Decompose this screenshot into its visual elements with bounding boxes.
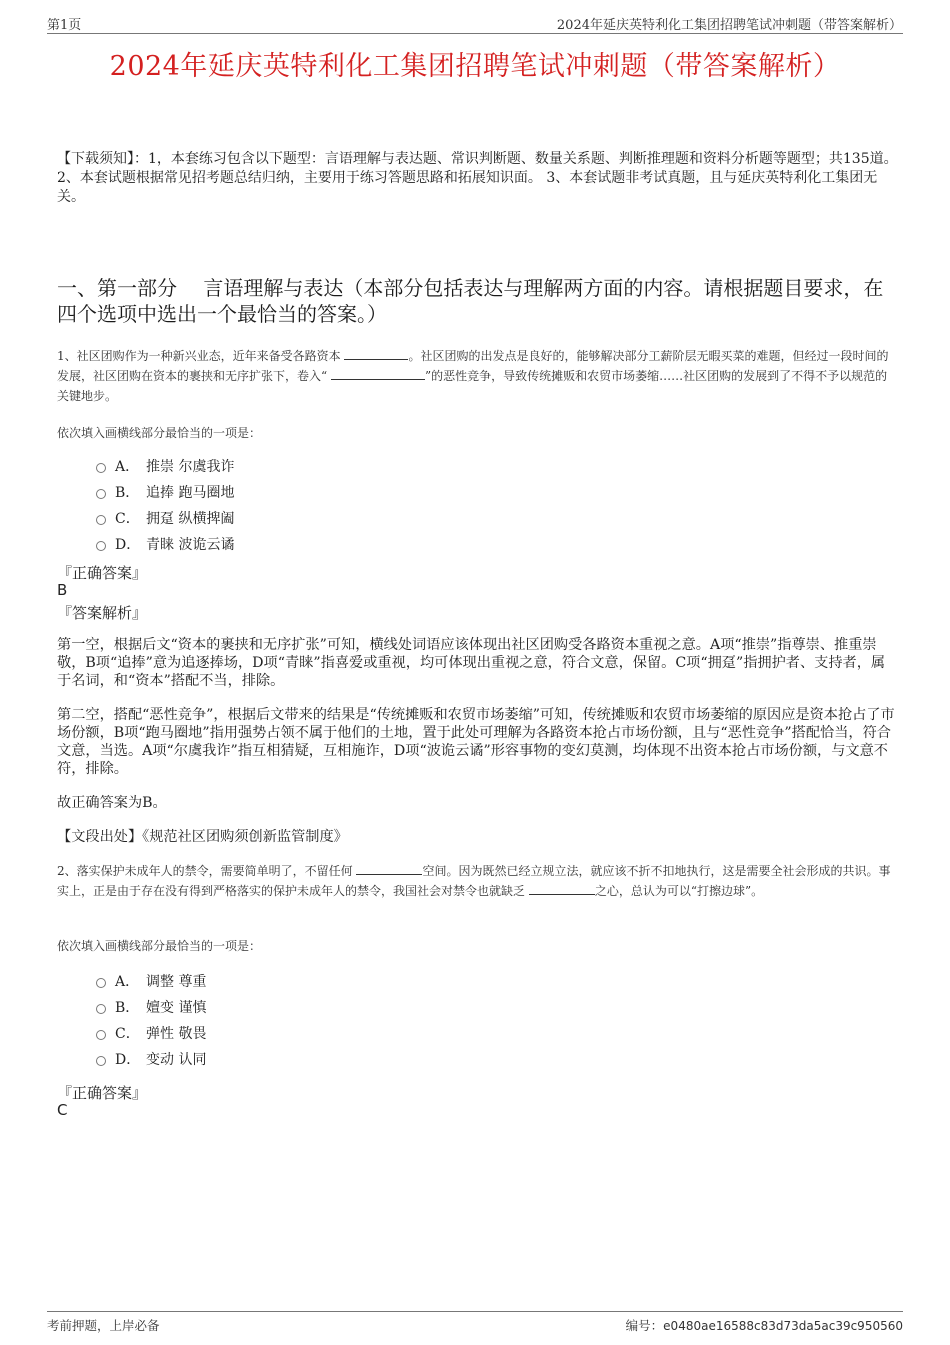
option-letter: A． xyxy=(115,459,140,475)
option-letter: B． xyxy=(115,485,140,501)
fill-blank xyxy=(331,367,425,380)
question-2-text xyxy=(57,861,899,901)
radio-icon[interactable] xyxy=(96,541,106,551)
fill-blank xyxy=(344,347,408,360)
source-citation: 【文段出处】《规范社区团购须创新监管制度》 xyxy=(57,829,348,845)
radio-icon[interactable] xyxy=(96,1004,106,1014)
page-number: 第1页 xyxy=(47,18,82,33)
fill-blank xyxy=(356,862,422,875)
option-d[interactable] xyxy=(96,531,234,557)
option-text: 追捧 跑马圈地 xyxy=(146,485,235,501)
radio-icon[interactable] xyxy=(96,978,106,988)
header-doc-title: 2024年延庆英特利化工集团招聘笔试冲刺题（带答案解析） xyxy=(556,18,902,33)
question-1-instruction: 依次填入画横线部分最恰当的一项是： xyxy=(57,426,262,440)
option-letter: A． xyxy=(115,974,140,990)
download-notice: 【下载须知】：1，本套练习包含以下题型：言语理解与表达题、常识判断题、数量关系题、判断推理题和资料分析题等题型；共135道。 2、本套试题根据常见招考题总结归纳，主要用于练习答题思路和拓展知识面。 3、本套试题非考试真题，且与延庆英特利化工集团无关。 xyxy=(57,151,898,205)
option-b[interactable] xyxy=(96,994,206,1020)
option-letter: C． xyxy=(115,1026,140,1042)
analysis-paragraph-1: 第一空，根据后文“资本的裹挟和无序扩张”可知，横线处词语应该体现出社区团购受各路资本重视之意。A项“推崇”指尊崇、推重崇敬，B项“追捧”意为追逐捧场，D项“青睐”指喜爱或重视，均可体现出重视之意，符合文意，保留。C项“拥趸”指拥护者、支持者，属于名词，和“资本”搭配不当，排除。 xyxy=(57,637,886,689)
question-1-text xyxy=(57,346,899,406)
fill-blank xyxy=(529,882,595,895)
option-a[interactable] xyxy=(96,453,234,479)
header-divider xyxy=(47,33,903,34)
option-text: 弹性 敬畏 xyxy=(146,1026,207,1042)
option-a[interactable] xyxy=(96,968,206,994)
option-text: 青睐 波诡云谲 xyxy=(146,537,235,553)
section-title: 一、第一部分 言语理解与表达（本部分包括表达与理解两方面的内容。请根据题目要求，在四个选项中选出一个最恰当的答案。） xyxy=(57,276,884,326)
analysis-label: 『答案解析』 xyxy=(57,604,148,622)
option-c[interactable] xyxy=(96,505,234,531)
option-text: 变动 认同 xyxy=(146,1052,207,1068)
footer-slogan: 考前押题，上岸必备 xyxy=(47,1318,160,1333)
option-text: 嬗变 谨慎 xyxy=(146,1000,207,1016)
option-text: 拥趸 纵横捭阖 xyxy=(146,511,235,527)
option-d[interactable] xyxy=(96,1046,206,1072)
question-2-options xyxy=(96,968,206,1072)
page-title: 2024年延庆英特利化工集团招聘笔试冲刺题（带答案解析） xyxy=(109,51,841,82)
question-1-part2: 。社区团购的出发点是良好的，能够解决部分工薪阶层无暇买菜的难题，但经过一段时间的发展，社区团购在资本的裹挟和无序扩张下，卷入“ xyxy=(57,349,889,383)
footer-code xyxy=(626,1316,903,1334)
question-2-part1: 2、落实保护未成年人的禁令，需要简单明了，不留任何 xyxy=(57,864,357,878)
option-text: 调整 尊重 xyxy=(146,974,207,990)
option-b[interactable] xyxy=(96,479,234,505)
code-value: e0480ae16588c83d73da5ac39c950560 xyxy=(663,1319,903,1333)
option-letter: B． xyxy=(115,1000,140,1016)
question-1-options xyxy=(96,453,234,557)
option-letter: D． xyxy=(115,1052,141,1068)
option-letter: D． xyxy=(115,537,141,553)
radio-icon[interactable] xyxy=(96,1030,106,1040)
option-letter: C． xyxy=(115,511,140,527)
answer-label: 『正确答案』 xyxy=(57,1084,148,1102)
analysis-conclusion: 故正确答案为B。 xyxy=(57,795,167,811)
answer-value: B xyxy=(57,581,68,599)
radio-icon[interactable] xyxy=(96,489,106,499)
question-1-part1: 1、社区团购作为一种新兴业态，近年来备受各路资本 xyxy=(57,349,345,363)
answer-value: C xyxy=(57,1101,68,1119)
code-label: 编号： xyxy=(625,1318,664,1333)
option-text: 推崇 尔虞我诈 xyxy=(146,459,235,475)
answer-label: 『正确答案』 xyxy=(57,564,148,582)
footer-divider xyxy=(47,1311,903,1312)
question-2-part3: 之心，总认为可以“打擦边球”。 xyxy=(594,884,764,898)
radio-icon[interactable] xyxy=(96,1056,106,1066)
radio-icon[interactable] xyxy=(96,463,106,473)
option-c[interactable] xyxy=(96,1020,206,1046)
radio-icon[interactable] xyxy=(96,515,106,525)
question-2-part2: 空间。因为既然已经立规立法，就应该不折不扣地执行，这是需要全社会形成的共识。事实上，正是由于存在没有得到严格落实的保护未成年人的禁令，我国社会对禁令也就缺乏 xyxy=(57,864,891,898)
question-2-instruction: 依次填入画横线部分最恰当的一项是： xyxy=(57,939,262,953)
question-1-part3: ”的恶性竞争，导致传统摊贩和农贸市场萎缩……社区团购的发展到了不得不予以规范的关键地步。 xyxy=(57,369,888,403)
analysis-paragraph-2: 第二空，搭配“恶性竞争”，根据后文带来的结果是“传统摊贩和农贸市场萎缩”可知，传统摊贩和农贸市场萎缩的原因应是资本抢占了市场份额，B项“跑马圈地”指用强势占领不属于他们的土地，置于此处可理解为各路资本抢占市场份额，且与“恶性竞争”搭配恰当，符合文意，当选。A项“尔虞我诈”指互相猜疑，互相施诈，D项“波诡云谲”形容事物的变幻莫测，均体现不出资本抢占市场份额，与文意不符，排除。 xyxy=(57,707,895,777)
